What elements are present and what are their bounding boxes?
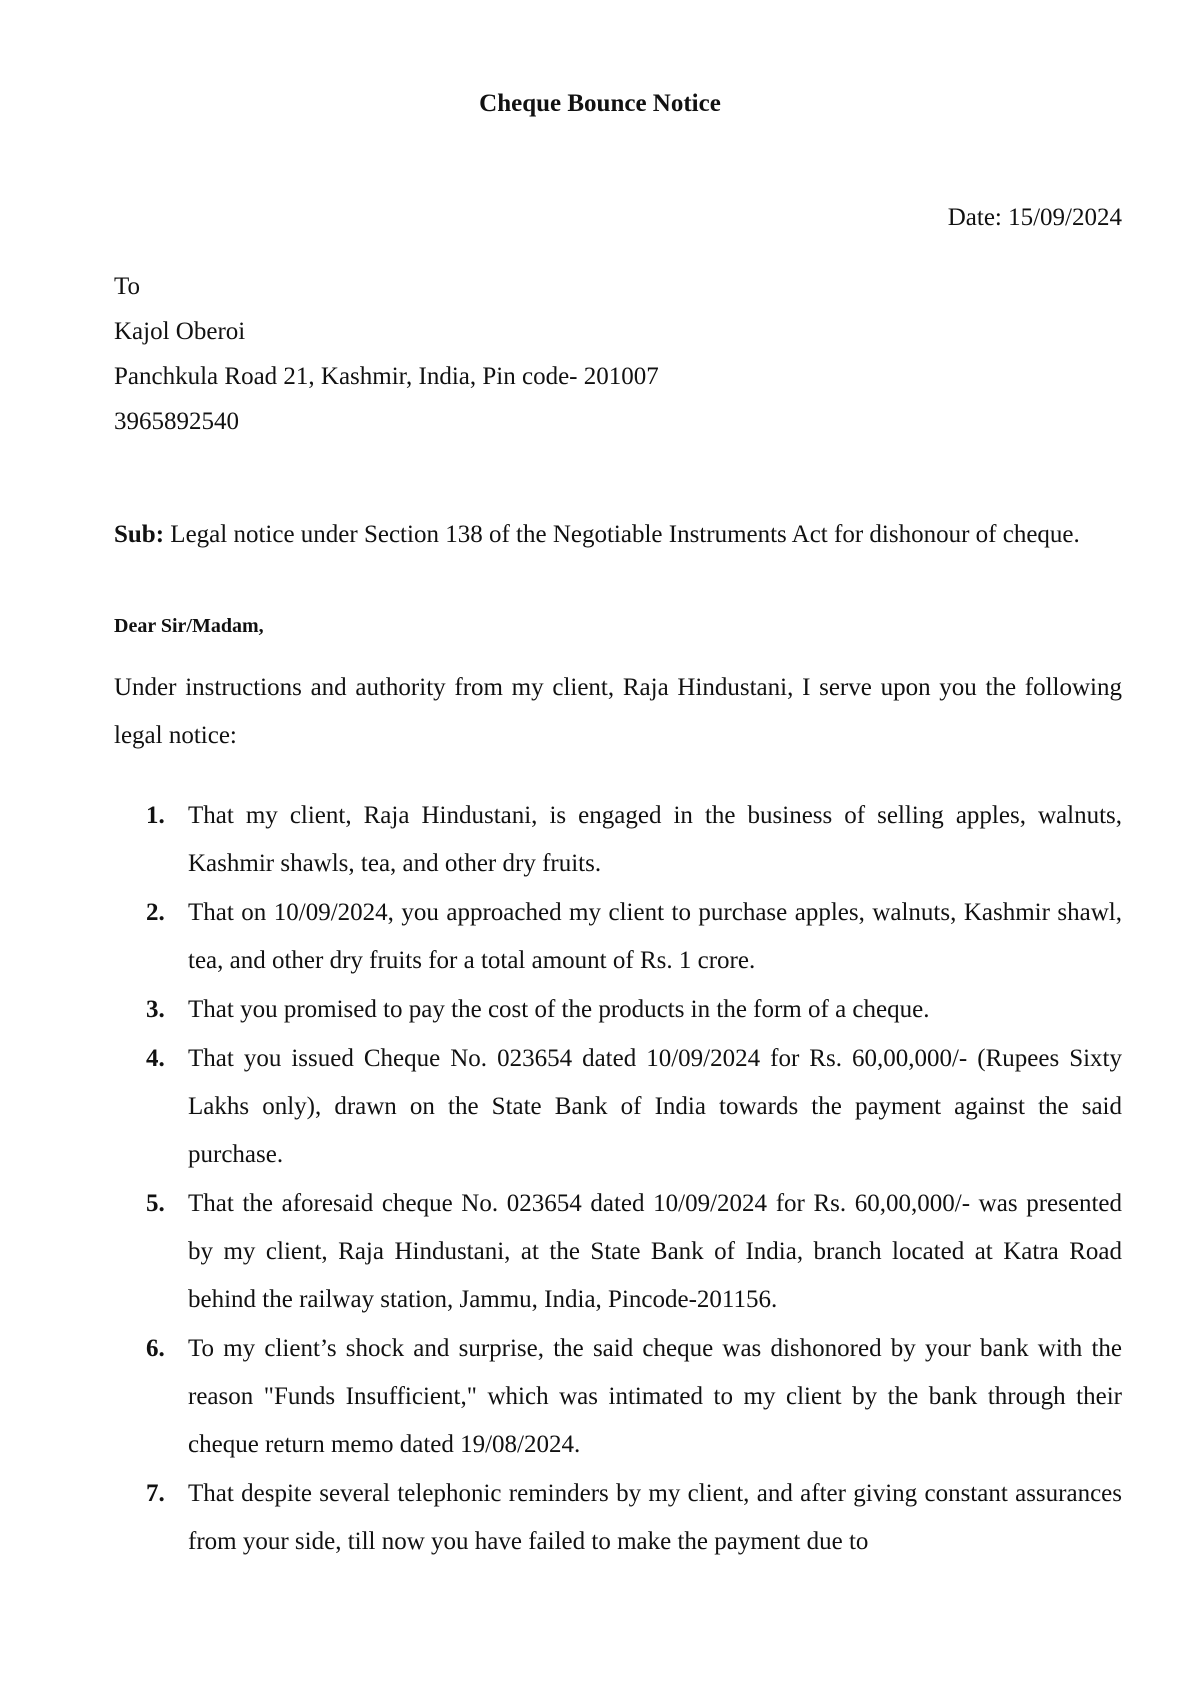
recipient-name: Kajol Oberoi <box>114 318 246 345</box>
point-text: That you promised to pay the cost of the products in the form of a cheque. <box>188 996 930 1023</box>
notice-point <box>0 1035 1200 1179</box>
point-text: That on 10/09/2024, you approached my client to purchase apples, walnuts, Kashmir shawl, tea, and other dry fruits for a total amount of Rs. 1 crore. <box>188 899 1122 974</box>
notice-point <box>0 1180 1200 1324</box>
recipient-to: To <box>114 273 141 300</box>
notice-point <box>0 986 1200 1034</box>
subject-label: Sub: <box>114 521 165 548</box>
point-number: 5. <box>146 1190 165 1217</box>
point-text: That the aforesaid cheque No. 023654 dated 10/09/2024 for Rs. 60,00,000/- was presented by my client, Raja Hindustani, at the State Bank of India, branch located at Katra Road behind the railway station, Jammu, India, Pincode-201156. <box>188 1190 1122 1313</box>
subject-line <box>114 520 1122 550</box>
notice-point <box>0 1470 1200 1566</box>
point-text: That despite several telephonic reminders by my client, and after giving constant assurances from your side, till now you have failed to make the payment due to <box>188 1480 1122 1555</box>
intro-paragraph: Under instructions and authority from my client, Raja Hindustani, I serve upon you the following legal notice: <box>114 674 1122 749</box>
document-title: Cheque Bounce Notice <box>479 90 721 117</box>
salutation: Dear Sir/Madam, <box>114 615 264 637</box>
point-number: 7. <box>146 1480 165 1507</box>
notice-point <box>0 1325 1200 1469</box>
point-text: That you issued Cheque No. 023654 dated 10/09/2024 for Rs. 60,00,000/- (Rupees Sixty Lakhs only), drawn on the State Bank of India towards the payment against the said purchase. <box>188 1045 1122 1168</box>
recipient-phone: 3965892540 <box>114 408 239 435</box>
notice-point <box>0 792 1200 888</box>
point-number: 6. <box>146 1335 165 1362</box>
point-text: To my client’s shock and surprise, the said cheque was dishonored by your bank with the reason "Funds Insufficient," which was intimated to my client by the bank through their cheque return memo dated 19/08/2024. <box>188 1335 1122 1458</box>
point-number: 3. <box>146 996 165 1023</box>
point-number: 4. <box>146 1045 165 1072</box>
notice-points-list <box>0 792 1200 1567</box>
notice-date: Date: 15/09/2024 <box>947 204 1122 231</box>
subject-text: Legal notice under Section 138 of the Negotiable Instruments Act for dishonour of cheque. <box>170 521 1080 548</box>
recipient-address: Panchkula Road 21, Kashmir, India, Pin code- 201007 <box>114 363 659 390</box>
point-number: 1. <box>146 802 165 829</box>
notice-point <box>0 889 1200 985</box>
point-text: That my client, Raja Hindustani, is engaged in the business of selling apples, walnuts, Kashmir shawls, tea, and other dry fruits. <box>188 802 1122 877</box>
point-number: 2. <box>146 899 165 926</box>
